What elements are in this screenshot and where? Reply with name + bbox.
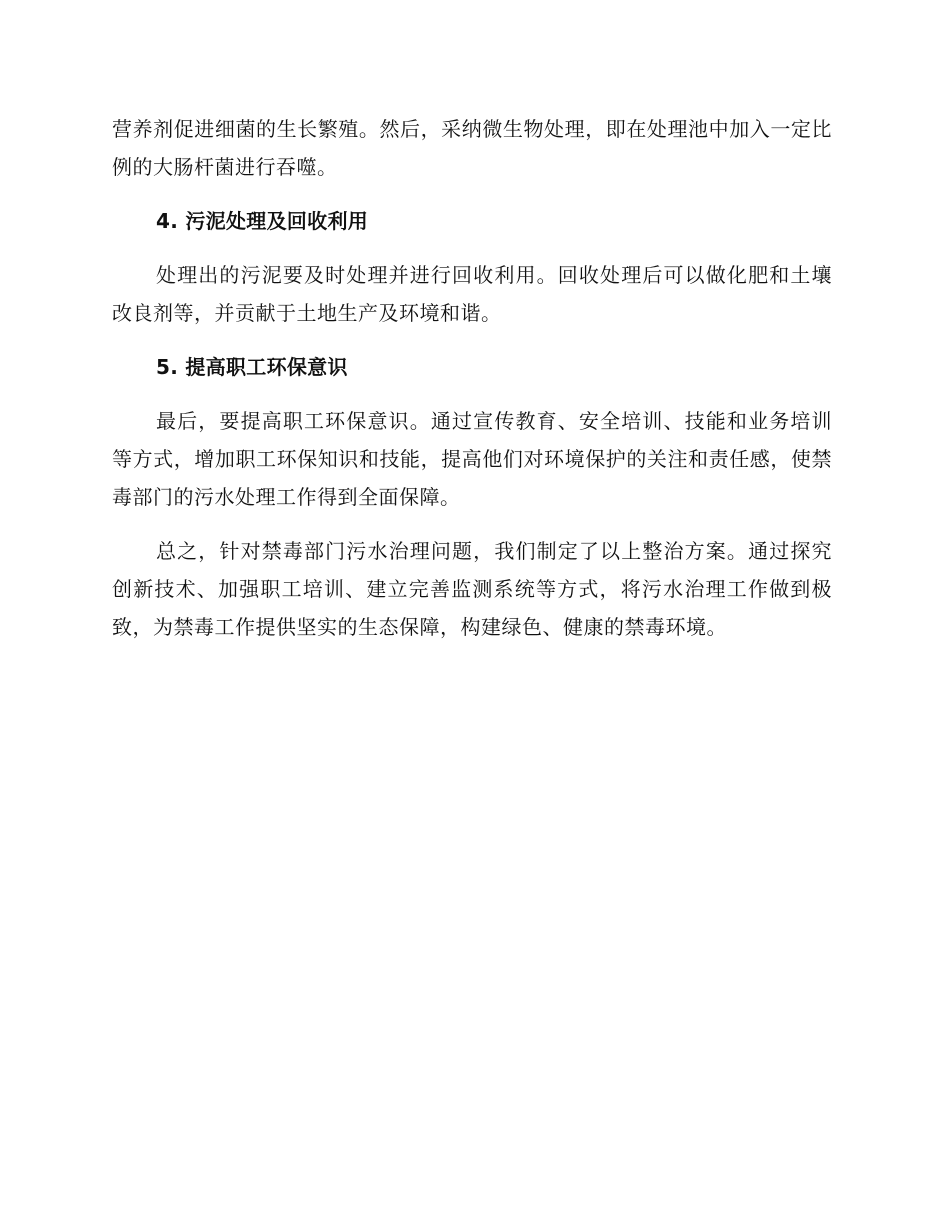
section-heading-awareness: 5. 提高职工环保意识 [156, 355, 348, 379]
paragraph-conclusion: 总之，针对禁毒部门污水治理问题，我们制定了以上整治方案。通过探究创新技术、加强职工培训、建立完善监测系统等方式，将污水治理工作做到极致，为禁毒工作提供坚实的生态保障，构建绿色、健康的禁毒环境。 [112, 539, 832, 639]
document-body [112, 110, 832, 646]
paragraph-continued: 营养剂促进细菌的生长繁殖。然后，采纳微生物处理，即在处理池中加入一定比例的大肠杆菌进行吞噬。 [112, 117, 832, 179]
paragraph-awareness: 最后，要提高职工环保意识。通过宣传教育、安全培训、技能和业务培训等方式，增加职工环保知识和技能，提高他们对环境保护的关注和责任感，使禁毒部门的污水处理工作得到全面保障。 [112, 409, 832, 509]
section-heading-sludge: 4. 污泥处理及回收利用 [156, 209, 369, 233]
paragraph-sludge: 处理出的污泥要及时处理并进行回收利用。回收处理后可以做化肥和土壤改良剂等，并贡献于土地生产及环境和谐。 [112, 263, 832, 325]
